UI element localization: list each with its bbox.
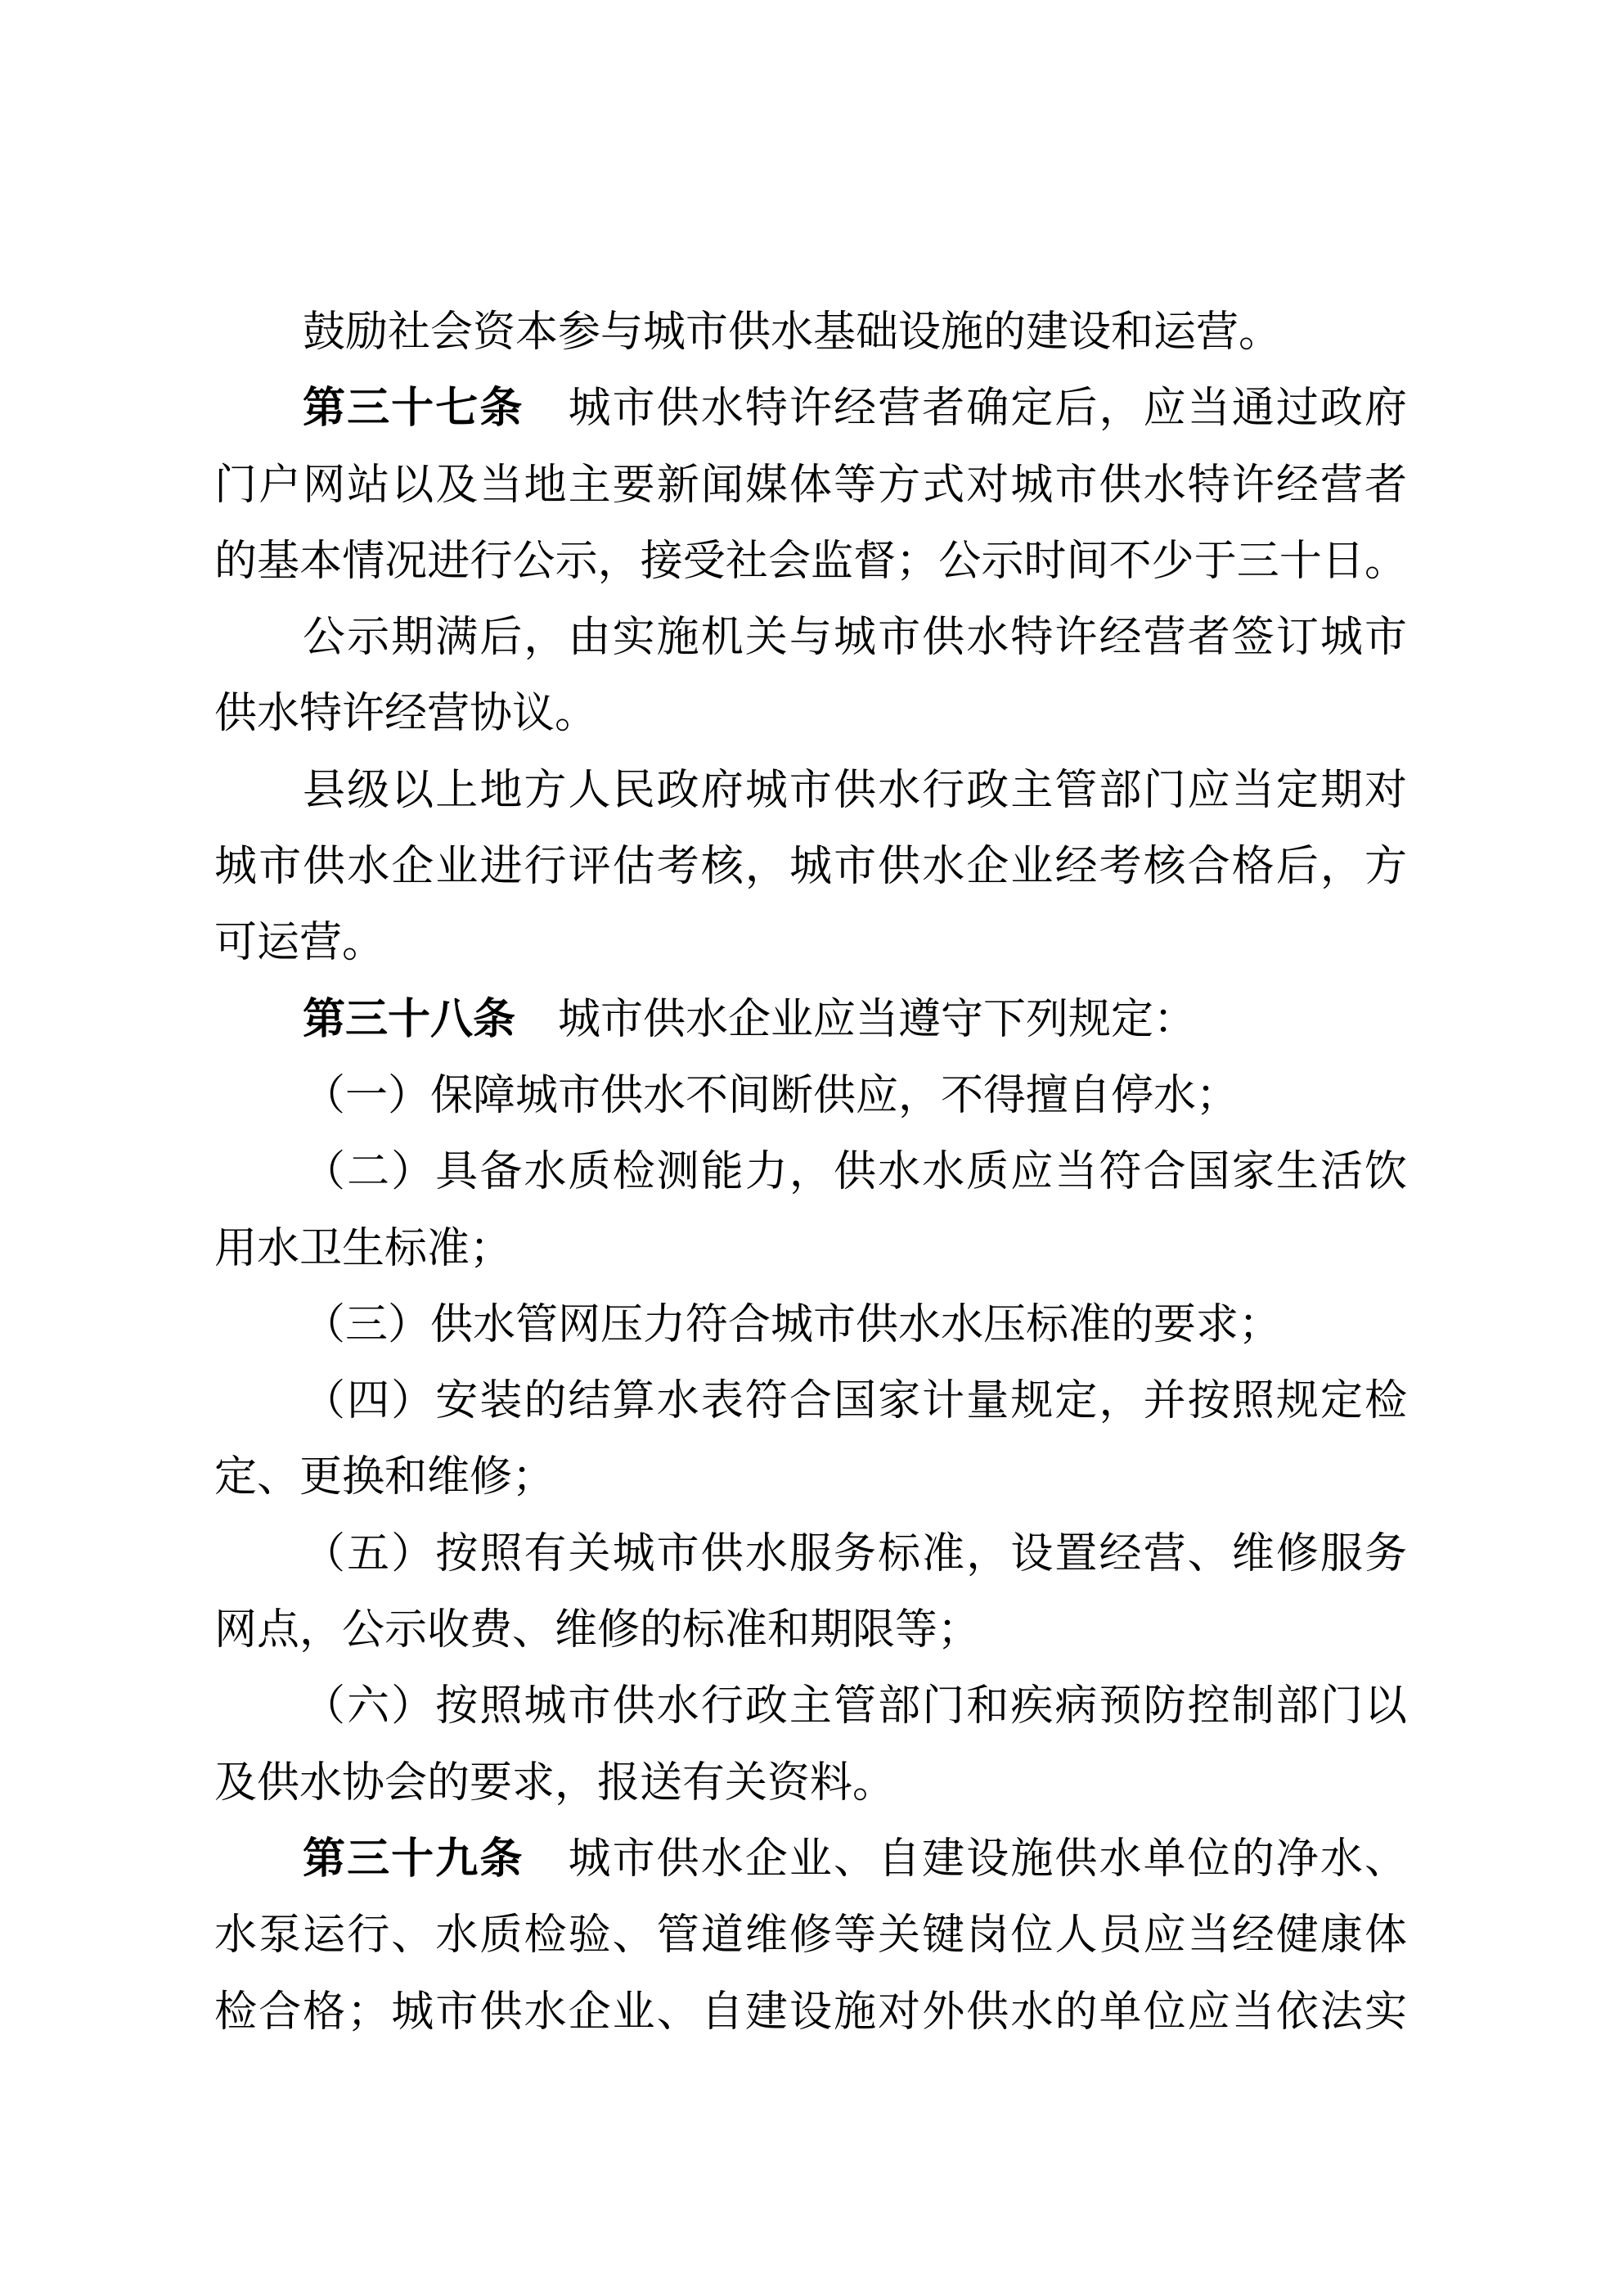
text-run: 供水特许经营协议。: [214, 691, 598, 738]
text-run: 县级以上地方人民政府城市供水行政主管部门应当定期对: [303, 767, 1407, 814]
text-line: [214, 1058, 1407, 1134]
text-line: [214, 1898, 1407, 1974]
document-body: [214, 295, 1407, 2051]
text-line: [214, 1516, 1407, 1592]
text-line: [214, 1134, 1407, 1210]
text-line: [214, 1439, 1407, 1515]
text-line: [214, 524, 1407, 600]
text-line: [214, 1287, 1407, 1363]
text-line: [214, 448, 1407, 524]
text-run: 城市供水企业应当遵守下列规定：: [515, 996, 1197, 1043]
text-line: [214, 829, 1407, 905]
text-run: 城市供水企业、自建设施供水单位的净水、: [524, 1835, 1407, 1883]
text-run: （六）按照城市供水行政主管部门和疾病预防控制部门以: [303, 1683, 1407, 1731]
text-run: （四）安装的结算水表符合国家计量规定，并按照规定检: [303, 1378, 1407, 1425]
text-run: 鼓励社会资本参与城市供水基础设施的建设和运营。: [303, 309, 1282, 356]
text-run: （三）供水管网压力符合城市供水水压标准的要求；: [303, 1301, 1282, 1348]
text-line: [214, 753, 1407, 829]
article-number: 第三十七条: [303, 385, 524, 433]
text-line: [214, 295, 1407, 371]
text-line: [214, 600, 1407, 676]
text-run: 检合格；城市供水企业、自建设施对外供水的单位应当依法实: [214, 1988, 1407, 2036]
text-line: [214, 1211, 1407, 1287]
text-line: [214, 1821, 1407, 1898]
text-line: [214, 676, 1407, 752]
text-run: 公示期满后，由实施机关与城市供水特许经营者签订城市: [303, 615, 1407, 662]
text-run: 定、更换和维修；: [214, 1454, 555, 1501]
text-line: [214, 1592, 1407, 1668]
text-line: [214, 982, 1407, 1058]
text-run: 城市供水特许经营者确定后，应当通过政府: [524, 385, 1407, 433]
text-run: 城市供水企业进行评估考核，城市供水企业经考核合格后，方: [214, 844, 1407, 891]
text-line: [214, 1363, 1407, 1439]
text-run: 网点，公示收费、维修的标准和期限等；: [214, 1607, 981, 1654]
text-line: [214, 1745, 1407, 1821]
text-run: （五）按照有关城市供水服务标准，设置经营、维修服务: [303, 1530, 1407, 1578]
text-line: [214, 905, 1407, 981]
text-run: 用水卫生标准；: [214, 1225, 513, 1272]
text-line: [214, 1668, 1407, 1745]
article-number: 第三十八条: [303, 995, 516, 1043]
text-run: 水泵运行、水质检验、管道维修等关键岗位人员应当经健康体: [214, 1912, 1407, 1960]
text-run: （一）保障城市供水不间断供应，不得擅自停水；: [303, 1072, 1239, 1119]
article-number: 第三十九条: [303, 1835, 524, 1883]
text-run: 及供水协会的要求，报送有关资料。: [214, 1759, 896, 1807]
text-run: 可运营。: [214, 920, 385, 967]
text-line: [214, 1974, 1407, 2051]
text-run: 门户网站以及当地主要新闻媒体等方式对城市供水特许经营者: [214, 461, 1407, 509]
text-line: [214, 371, 1407, 447]
text-run: 的基本情况进行公示，接受社会监督；公示时间不少于三十日。: [214, 538, 1407, 585]
text-run: （二）具备水质检测能力，供水水质应当符合国家生活饮: [303, 1149, 1407, 1196]
